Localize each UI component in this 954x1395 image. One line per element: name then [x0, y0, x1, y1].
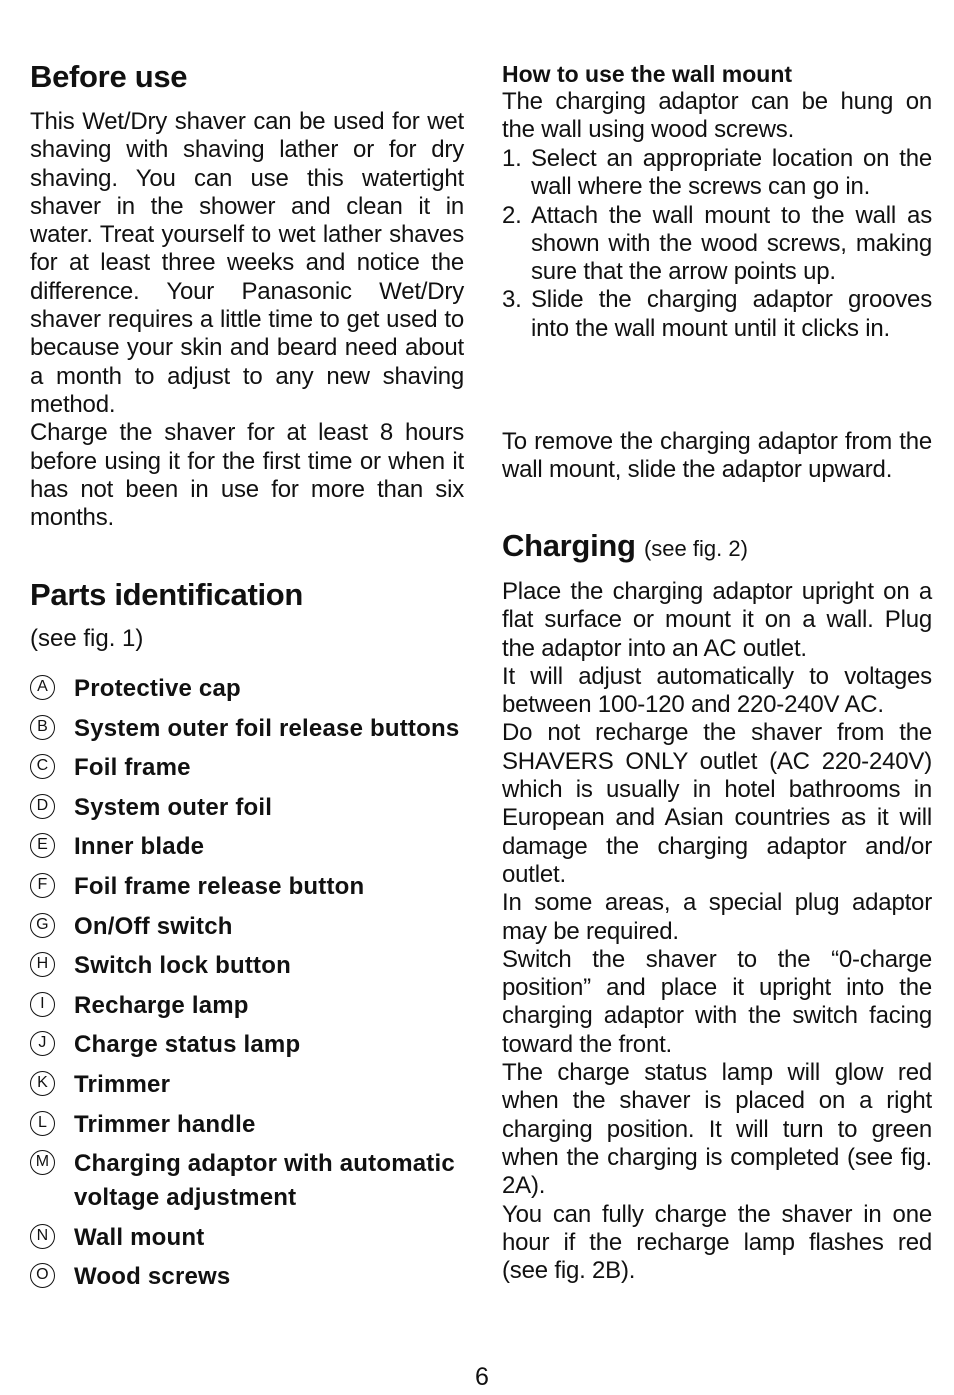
part-item-on-off-switch — [30, 910, 470, 944]
charge-note-paragraph: Charge the shaver for at least 8 hours before using it for the first time or when it has not been in use for more than six months. — [30, 419, 464, 532]
charging-paragraph: You can fully charge the shaver in one hour if the recharge lamp flashes red (see fig. 2B). — [502, 1200, 932, 1285]
part-item-charging-adaptor — [30, 1147, 470, 1215]
step-text: Slide the charging adaptor grooves into the wall mount until it clicks in. — [531, 286, 932, 342]
charging-title-text: Charging — [502, 528, 636, 563]
part-item-wall-mount — [30, 1221, 470, 1255]
part-label: Recharge lamp — [74, 991, 249, 1019]
wall-mount-step — [502, 145, 932, 202]
part-label: Foil frame release button — [74, 872, 365, 900]
wall-mount-remove-note: To remove the charging adaptor from the wall mount, slide the adaptor upward. — [502, 428, 932, 484]
part-label: System outer foil release buttons — [74, 714, 460, 742]
part-marker: C — [30, 754, 55, 779]
see-fig-1: (see fig. 1) — [30, 625, 144, 652]
charging-paragraph: In some areas, a special plug adaptor may be required. — [502, 889, 932, 945]
part-item-trimmer — [30, 1068, 470, 1102]
part-marker: G — [30, 913, 55, 938]
wall-mount-steps — [502, 145, 932, 343]
charging-fig-ref: (see fig. 2) — [643, 536, 748, 561]
part-label: Wall mount — [74, 1223, 205, 1251]
part-label: On/Off switch — [74, 912, 233, 940]
part-marker: L — [30, 1111, 55, 1136]
part-label: Charge status lamp — [74, 1031, 301, 1059]
part-item-recharge-lamp — [30, 989, 470, 1023]
part-marker: O — [30, 1263, 55, 1288]
before-use-title: Before use — [30, 59, 188, 94]
part-label: System outer foil — [74, 793, 273, 821]
part-item-foil-release-buttons — [30, 712, 470, 746]
part-marker: K — [30, 1071, 55, 1096]
charging-paragraph: Switch the shaver to the “0-charge position” and place it upright into the charging adaptor with the switch facing toward the front. — [502, 945, 932, 1058]
part-item-switch-lock-button — [30, 949, 470, 983]
charging-title — [502, 528, 748, 567]
step-number: 1. — [502, 145, 522, 172]
part-marker: F — [30, 873, 55, 898]
wall-mount-step — [502, 286, 932, 343]
charging-paragraph: Do not recharge the shaver from the SHAVERS ONLY outlet (AC 220-240V) which is usually in hotel bathrooms in European and Asian countries as it will damage the charging adaptor and/or outlet. — [502, 719, 932, 888]
part-marker: I — [30, 992, 55, 1017]
charging-body — [502, 578, 932, 1285]
part-label: Wood screws — [74, 1263, 231, 1291]
part-marker: E — [30, 833, 55, 858]
part-marker: B — [30, 715, 55, 740]
part-label: Charging adaptor with automatic voltage adjustment — [74, 1150, 455, 1212]
part-marker: H — [30, 952, 55, 977]
charging-paragraph: Place the charging adaptor upright on a flat surface or mount it on a wall. Plug the adaptor into an AC outlet. — [502, 578, 932, 662]
part-label: Inner blade — [74, 833, 205, 861]
part-marker: A — [30, 675, 55, 700]
part-marker: D — [30, 794, 55, 819]
wall-mount-title: How to use the wall mount — [502, 61, 793, 87]
before-use-paragraph: This Wet/Dry shaver can be used for wet shaving with shaving lather or for dry shaving. You can use this watertight shaver in the shower and clean it in water. Treat yourself to wet lather shaves for at least three weeks and notice the difference. Your Panasonic Wet/Dry shaver requires a little time to get used to because your skin and beard need about a month to adjust to any new shaving method. — [30, 108, 464, 418]
part-item-protective-cap — [30, 672, 470, 706]
before-use-body — [30, 108, 464, 532]
step-text: Attach the wall mount to the wall as shown with the wood screws, making sure that the arrow points up. — [531, 201, 932, 286]
part-label: Trimmer — [74, 1070, 171, 1098]
part-label: Protective cap — [74, 675, 241, 702]
step-text: Select an appropriate location on the wall where the screws can go in. — [531, 145, 932, 201]
part-label: Trimmer handle — [74, 1110, 256, 1138]
part-label: Switch lock button — [74, 952, 291, 980]
parts-identification-title: Parts identification — [30, 577, 304, 612]
charging-paragraph: The charge status lamp will glow red when the shaver is placed on a right charging position. It will turn to green when the charging is completed (see fig. 2A). — [502, 1059, 932, 1200]
part-item-foil-frame-release-button — [30, 870, 470, 904]
part-item-inner-blade — [30, 830, 470, 864]
part-marker: M — [30, 1150, 55, 1175]
wall-mount-step — [502, 202, 932, 287]
part-marker: J — [30, 1031, 55, 1056]
charging-paragraph: It will adjust automatically to voltages between 100-120 and 220-240V AC. — [502, 662, 932, 719]
part-label: Foil frame — [74, 754, 191, 782]
page-number: 6 — [475, 1363, 489, 1391]
step-number: 2. — [502, 201, 522, 229]
parts-list — [30, 672, 470, 1300]
step-number: 3. — [502, 286, 522, 314]
part-item-trimmer-handle — [30, 1108, 470, 1142]
part-marker: N — [30, 1224, 55, 1249]
part-item-wood-screws — [30, 1260, 470, 1294]
wall-mount-intro: The charging adaptor can be hung on the wall using wood screws. — [502, 88, 932, 144]
part-item-outer-foil — [30, 791, 470, 825]
part-item-foil-frame — [30, 751, 470, 785]
part-item-charge-status-lamp — [30, 1028, 470, 1062]
